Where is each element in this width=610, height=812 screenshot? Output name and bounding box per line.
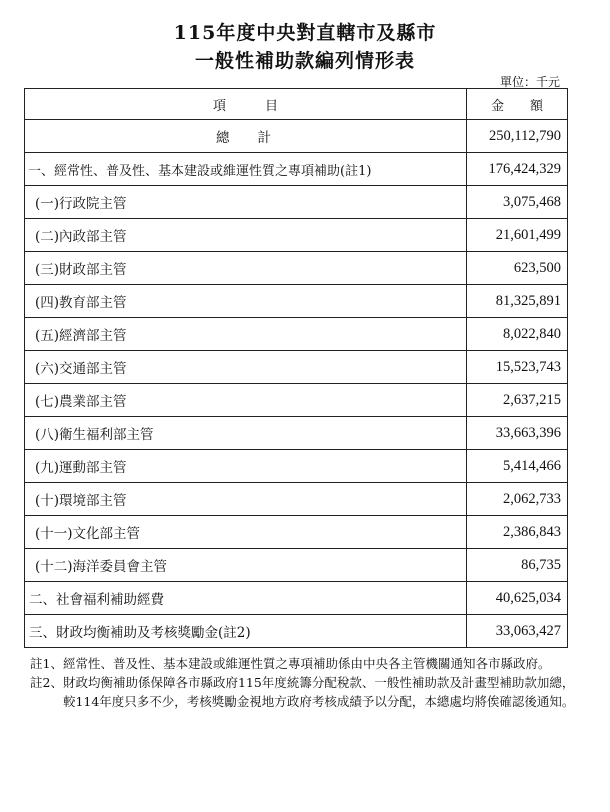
row-amount: 81,325,891 [467,285,568,318]
row-label: (九)運動部主管 [25,450,467,483]
table-row [25,417,568,450]
table-row [25,285,568,318]
row-amount: 3,075,468 [467,186,568,219]
row-label: (三)財政部主管 [25,252,467,285]
table-row [25,318,568,351]
header-amount: 金 額 [467,89,568,120]
row-amount: 33,063,427 [467,615,568,648]
table-row [25,450,568,483]
total-row [25,120,568,153]
table-row [25,483,568,516]
row-amount: 40,625,034 [467,582,568,615]
row-amount: 176,424,329 [467,153,568,186]
row-amount: 8,022,840 [467,318,568,351]
table-row [25,615,568,648]
row-label: 二、社會福利補助經費 [25,582,467,615]
row-label: 三、財政均衡補助及考核獎勵金(註2) [25,615,467,648]
row-label: (二)內政部主管 [25,219,467,252]
row-amount: 33,663,396 [467,417,568,450]
row-label: (五)經濟部主管 [25,318,467,351]
footnote-text: 經常性、普及性、基本建設或維運性質之專項補助係由中央各主管機關通知各市縣政府。 [62,656,551,671]
row-amount: 86,735 [467,549,568,582]
row-amount: 5,414,466 [467,450,568,483]
row-amount: 15,523,743 [467,351,568,384]
table-row [25,252,568,285]
row-label: (十二)海洋委員會主管 [25,549,467,582]
footnotes [30,654,575,711]
footnote-key: 註1、 [30,656,63,671]
title-line-2: 一般性補助款編列情形表 [194,50,415,72]
row-label: 一、經常性、普及性、基本建設或維運性質之專項補助(註1) [25,153,467,186]
title-line-1: 115年度中央對直轄市及縣市 [173,22,437,44]
row-amount: 2,386,843 [467,516,568,549]
table-row [25,351,568,384]
table-row [25,384,568,417]
table-header-row [25,89,568,120]
table-row [25,582,568,615]
row-label: (一)行政院主管 [25,186,467,219]
table-row [25,153,568,186]
row-label: (八)衛生福利部主管 [25,417,467,450]
row-amount: 2,062,733 [467,483,568,516]
row-label: (四)教育部主管 [25,285,467,318]
table-row [25,549,568,582]
row-amount: 623,500 [467,252,568,285]
table-row [25,516,568,549]
row-label: (十一)文化部主管 [25,516,467,549]
row-label: (七)農業部主管 [25,384,467,417]
footnote [30,654,575,673]
budget-table [24,88,568,648]
header-item: 項 目 [25,89,467,120]
row-label: (六)交通部主管 [25,351,467,384]
table-row [25,186,568,219]
footnote-text: 財政均衡補助係保障各市縣政府115年度統籌分配稅款、一般性補助款及計畫型補助款加總，較114年度只多不少，考核獎勵金視地方政府考核成績予以分配，本總處均將俟確認後通知。 [62,675,575,709]
footnote-key: 註2、 [30,675,63,690]
table-row [25,219,568,252]
total-amount: 250,112,790 [467,120,568,153]
unit-label: 單位：千元 [499,75,560,89]
footnote [30,673,575,711]
total-label: 總計 [25,120,467,153]
row-label: (十)環境部主管 [25,483,467,516]
row-amount: 21,601,499 [467,219,568,252]
row-amount: 2,637,215 [467,384,568,417]
